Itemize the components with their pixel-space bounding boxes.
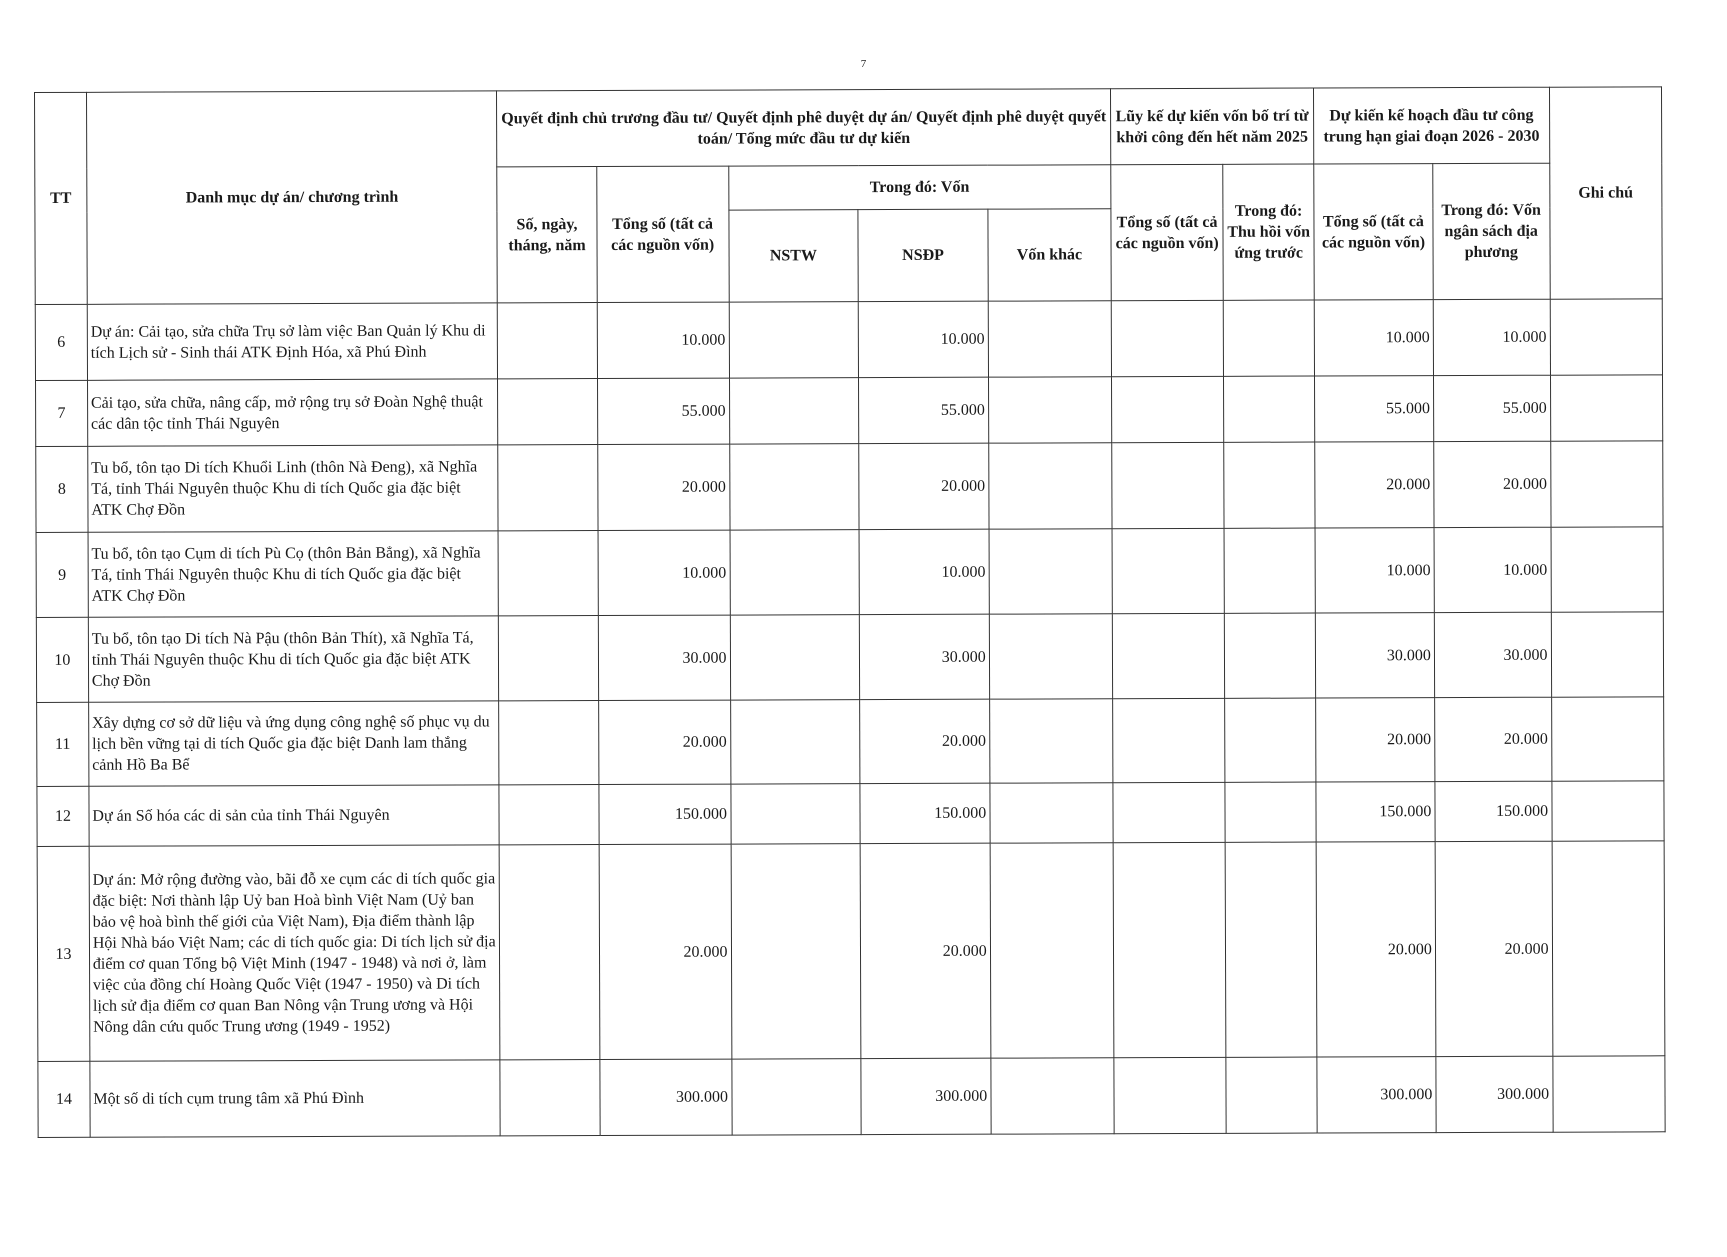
row-plan-local: 10.000: [1434, 527, 1551, 612]
row-tt: 10: [36, 617, 88, 702]
row-nstw: [729, 378, 859, 444]
row-name: Xây dựng cơ sở dữ liệu và ứng dụng công nghệ số phục vụ du lịch bền vững tại di tích Quốc gia đặc biệt Danh lam thắng cảnh Hồ Ba Bể: [88, 701, 499, 786]
row-tt: 6: [35, 304, 87, 380]
row-note: [1552, 1056, 1665, 1132]
row-acc-total: [1112, 442, 1225, 528]
row-nsdp: 10.000: [858, 301, 988, 377]
row-decision-date: [498, 379, 598, 445]
header-acc-recover: Trong đó: Thu hồi vốn ứng trước: [1223, 164, 1314, 300]
row-acc-recover: [1225, 613, 1316, 698]
row-note: [1551, 781, 1664, 841]
row-nsdp: 20.000: [859, 443, 989, 529]
row-note: [1551, 697, 1664, 781]
table-row: [36, 441, 1663, 533]
row-note: [1551, 612, 1664, 697]
row-acc-total: [1111, 300, 1224, 376]
row-nstw: [729, 444, 859, 530]
row-other: [988, 443, 1112, 529]
row-nstw: [730, 530, 860, 615]
row-acc-recover: [1225, 842, 1316, 1057]
row-plan-total: 20.000: [1315, 442, 1434, 528]
row-tt: 7: [36, 380, 88, 446]
table-row: [36, 612, 1663, 703]
row-name: Tu bổ, tôn tạo Di tích Nà Pậu (thôn Bản Thít), xã Nghĩa Tá, tỉnh Thái Nguyên thuộc Khu di tích Quốc gia đặc biệt ATK Chợ Đồn: [88, 616, 499, 702]
row-other: [990, 783, 1113, 843]
header-plan-total: Tổng số (tất cả các nguồn vốn): [1314, 164, 1433, 300]
row-nsdp: 30.000: [859, 614, 989, 699]
header-plan-group: Dự kiến kế hoạch đầu tư công trung hạn giai đoạn 2026 - 2030: [1314, 87, 1550, 164]
row-acc-recover: [1225, 782, 1316, 842]
row-tt: 11: [37, 702, 89, 786]
row-decision-total: 10.000: [597, 302, 729, 378]
row-acc-recover: [1224, 300, 1315, 376]
table-row: [37, 841, 1665, 1062]
row-plan-total: 150.000: [1316, 782, 1435, 842]
row-plan-local: 20.000: [1435, 841, 1552, 1056]
header-decision-of-which: Trong đó: Vốn: [728, 165, 1111, 210]
table-row: [38, 1056, 1665, 1138]
row-nstw: [730, 615, 860, 700]
row-plan-total: 10.000: [1315, 528, 1434, 613]
header-accumulated-group: Lũy kế dự kiến vốn bố trí từ khởi công đến hết năm 2025: [1110, 88, 1313, 165]
row-name: Dự án Số hóa các di sản của tỉnh Thái Nguyên: [89, 785, 500, 846]
investment-table: [34, 86, 1666, 1138]
row-other: [988, 301, 1111, 377]
table-row: [37, 697, 1664, 787]
row-plan-total: 55.000: [1315, 376, 1434, 442]
row-nstw: [730, 700, 860, 784]
row-nsdp: 20.000: [860, 843, 990, 1058]
table-row: [35, 299, 1662, 381]
page-number: 7: [860, 58, 867, 70]
row-acc-total: [1112, 613, 1225, 698]
row-decision-total: 20.000: [599, 844, 732, 1059]
row-name: Một số di tích cụm trung tâm xã Phú Đình: [90, 1060, 501, 1137]
row-tt: 13: [37, 846, 90, 1061]
row-decision-date: [499, 616, 599, 701]
row-decision-date: [499, 845, 599, 1060]
row-decision-total: 10.000: [598, 530, 730, 615]
row-acc-total: [1113, 842, 1226, 1057]
row-decision-total: 300.000: [600, 1059, 732, 1135]
row-plan-local: 300.000: [1436, 1056, 1553, 1132]
row-decision-date: [498, 303, 598, 379]
header-decision-date: Số, ngày, tháng, năm: [497, 167, 597, 303]
row-other: [991, 1058, 1114, 1134]
header-tt: TT: [35, 92, 88, 304]
row-acc-total: [1111, 376, 1224, 442]
row-acc-total: [1113, 698, 1226, 782]
row-plan-local: 20.000: [1434, 441, 1551, 527]
row-plan-local: 55.000: [1433, 375, 1550, 441]
header-acc-total: Tổng số (tất cả các nguồn vốn): [1111, 164, 1224, 300]
row-nsdp: 10.000: [859, 529, 989, 614]
row-acc-total: [1113, 782, 1226, 842]
row-nsdp: 300.000: [861, 1058, 991, 1134]
row-decision-total: 20.000: [598, 700, 730, 784]
row-plan-local: 10.000: [1433, 299, 1550, 375]
row-acc-recover: [1225, 698, 1316, 782]
row-other: [988, 377, 1111, 443]
row-note: [1552, 841, 1665, 1056]
row-plan-total: 300.000: [1317, 1057, 1436, 1133]
row-acc-recover: [1226, 1057, 1317, 1133]
header-decision-total: Tổng số (tất cả các nguồn vốn): [596, 166, 728, 302]
row-decision-total: 30.000: [598, 615, 730, 700]
row-nstw: [729, 302, 859, 378]
row-name: Dự án: Cải tạo, sửa chữa Trụ sở làm việc Ban Quản lý Khu di tích Lịch sử - Sinh thái ATK Định Hóa, xã Phú Đình: [87, 303, 498, 380]
row-note: [1550, 375, 1663, 441]
row-nsdp: 55.000: [859, 377, 989, 443]
row-decision-date: [499, 701, 599, 785]
header-note: Ghi chú: [1549, 87, 1662, 299]
row-decision-date: [498, 531, 598, 616]
row-nstw: [730, 784, 860, 844]
row-name: Tu bổ, tôn tạo Di tích Khuổi Linh (thôn Nà Đeng), xã Nghĩa Tá, tỉnh Thái Nguyên thuộc Khu di tích Quốc gia đặc biệt ATK Chợ Đồn: [88, 445, 499, 532]
row-tt: 14: [38, 1061, 90, 1137]
row-acc-recover: [1224, 442, 1315, 528]
row-note: [1551, 527, 1664, 612]
table-row: [36, 375, 1663, 447]
row-plan-local: 20.000: [1434, 697, 1551, 781]
header-nstw: NSTW: [728, 210, 858, 302]
row-plan-total: 20.000: [1316, 698, 1435, 782]
header-plan-local: Trong đó: Vốn ngân sách địa phương: [1433, 163, 1550, 299]
row-decision-total: 55.000: [597, 378, 729, 444]
row-other: [989, 529, 1112, 614]
row-acc-recover: [1224, 376, 1315, 442]
row-nsdp: 150.000: [860, 783, 990, 843]
header-decision-group: Quyết định chủ trương đầu tư/ Quyết định phê duyệt dự án/ Quyết định phê duyệt quyết toán/ Tổng mức đầu tư dự kiến: [497, 89, 1111, 167]
table-row: [37, 781, 1664, 847]
row-other: [989, 614, 1112, 699]
row-nsdp: 20.000: [860, 699, 990, 783]
header-category: Danh mục dự án/ chương trình: [86, 91, 497, 304]
row-name: Cải tạo, sửa chữa, nâng cấp, mở rộng trụ sở Đoàn Nghệ thuật các dân tộc tỉnh Thái Nguyên: [87, 379, 498, 446]
row-acc-total: [1112, 528, 1225, 613]
row-plan-total: 10.000: [1314, 300, 1433, 376]
row-plan-local: 30.000: [1434, 612, 1551, 697]
row-decision-date: [499, 785, 599, 845]
row-name: Tu bổ, tôn tạo Cụm di tích Pù Cọ (thôn Bản Bẳng), xã Nghĩa Tá, tỉnh Thái Nguyên thuộc Khu di tích Quốc gia đặc biệt ATK Chợ Đồn: [88, 531, 499, 617]
row-plan-total: 20.000: [1316, 842, 1436, 1057]
row-plan-local: 150.000: [1435, 781, 1552, 841]
row-other: [989, 699, 1112, 783]
row-acc-recover: [1224, 528, 1315, 613]
row-tt: 9: [36, 532, 88, 617]
row-decision-date: [498, 445, 598, 531]
row-name: Dự án: Mở rộng đường vào, bãi đỗ xe cụm các di tích quốc gia đặc biệt: Nơi thành lập Uỷ ban Hoà bình Việt Nam (Uỷ ban bảo vệ hoà bình thế giới của Việt Nam), Địa điểm thành lập Hội Nhà báo Việt Nam; các di tích quốc gia: Di tích lịch sử địa điểm cơ quan Tổng bộ Việt Minh (1947 - 1948) và nơi ở, làm việc của đồng chí Hoàng Quốc Việt (1947 - 1950) và Di tích lịch sử địa điểm cơ quan Ban Nông vận Trung ương và Hội Nông dân cứu quốc Trung ương (1949 - 1952): [89, 845, 500, 1061]
row-note: [1550, 299, 1663, 375]
row-decision-total: 150.000: [599, 784, 731, 844]
table-row: [36, 527, 1663, 618]
row-other: [990, 843, 1114, 1058]
investment-table-sheet: [34, 86, 1666, 1138]
row-plan-total: 30.000: [1315, 613, 1434, 698]
row-tt: 8: [36, 446, 88, 532]
header-nsdp: NSĐP: [858, 209, 988, 301]
row-decision-total: 20.000: [597, 444, 729, 530]
row-decision-date: [500, 1060, 600, 1136]
row-note: [1550, 441, 1663, 527]
row-acc-total: [1114, 1057, 1227, 1133]
header-other: Vốn khác: [988, 209, 1112, 301]
row-nstw: [731, 1059, 861, 1135]
row-tt: 12: [37, 786, 89, 846]
row-nstw: [731, 844, 861, 1059]
